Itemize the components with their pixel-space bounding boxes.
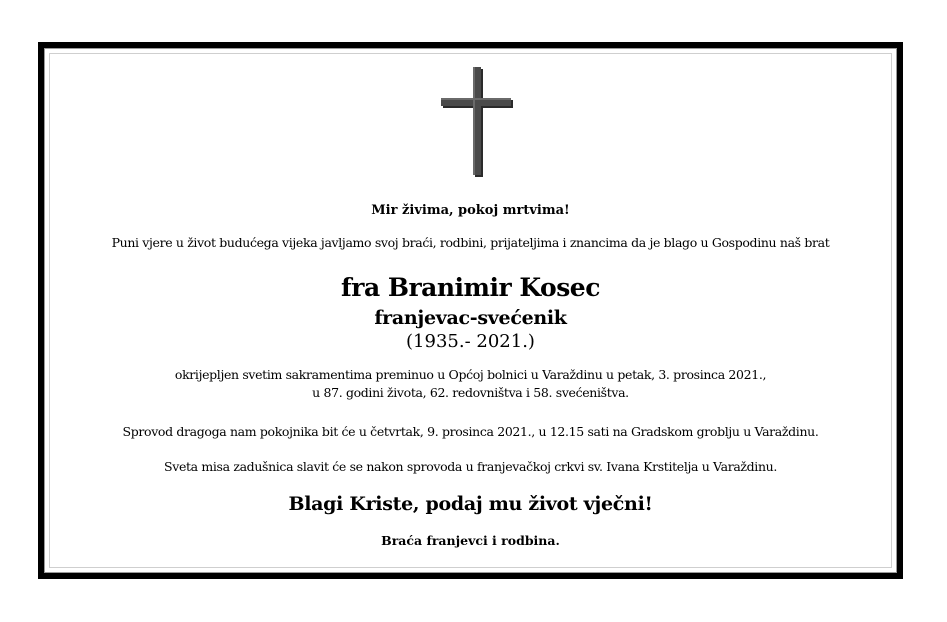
death-line-1: okrijepljen svetim sakramentima preminuo u Općoj bolnici u Varaždinu u petak, 3. prosinca 2021., bbox=[174, 367, 767, 382]
funeral-text: Sprovod dragoga nam pokojnika bit će u četvrtak, 9. prosinca 2021., u 12.15 sati na Gradskom groblju u Varaždinu. bbox=[122, 424, 819, 439]
greeting: Mir živima, pokoj mrtvima! bbox=[371, 203, 570, 218]
mass-text: Sveta misa zadušnica slavit će se nakon sprovoda u franjevačkoj crkvi sv. Ivana Krstitelja u Varaždinu. bbox=[164, 459, 777, 474]
blessing: Blagi Kriste, podaj mu život vječni! bbox=[288, 493, 653, 515]
black-frame bbox=[38, 42, 903, 579]
deceased-name: fra Branimir Kosec bbox=[341, 273, 600, 302]
cross-icon bbox=[440, 66, 520, 178]
signature: Braća franjevci i rodbina. bbox=[381, 533, 560, 548]
life-years: (1935.- 2021.) bbox=[406, 331, 535, 352]
intro-text: Puni vjere u život budućega vijeka javljamo svoj braći, rodbini, prijateljima i znancima da je blago u Gospodinu naš brat bbox=[111, 235, 830, 250]
deceased-title: franjevac-svećenik bbox=[374, 307, 567, 329]
death-line-2: u 87. godini života, 62. redovništva i 58. svećeništva. bbox=[312, 385, 629, 400]
obituary-card bbox=[44, 48, 897, 573]
